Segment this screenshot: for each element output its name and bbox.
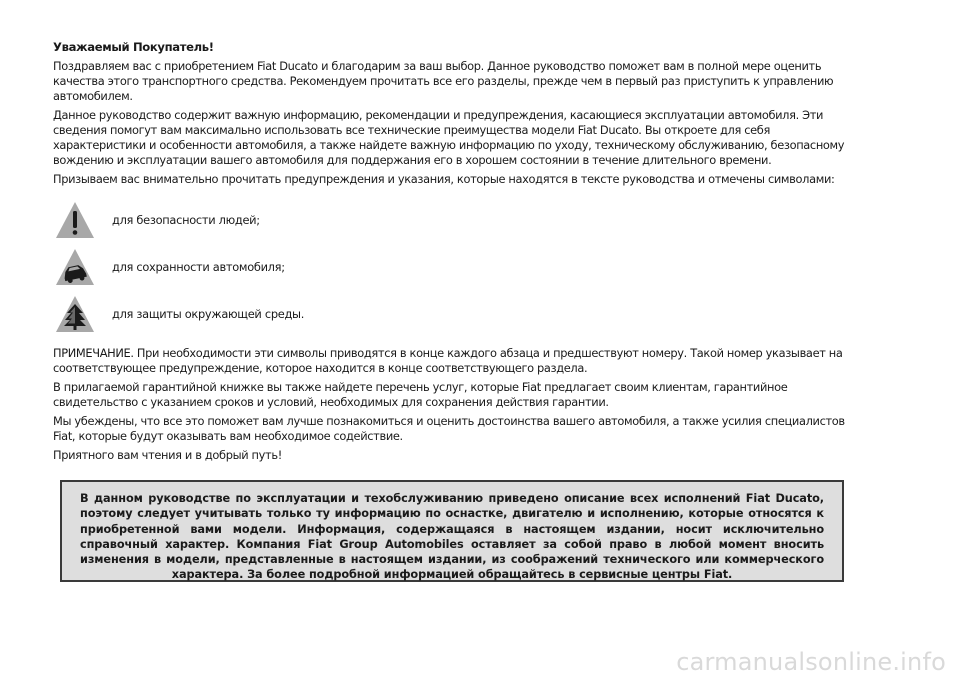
closing-paragraph: Приятного вам чтения и в добрый путь! — [53, 448, 282, 462]
intro-paragraph-3: Призываем вас внимательно прочитать предупреждения и указания, которые находятся в тексте руководства и отмечены символами: — [53, 172, 835, 186]
warning-exclamation-icon — [55, 201, 95, 239]
symbol-label-car: для сохранности автомобиля; — [112, 259, 285, 274]
warranty-paragraph: В прилагаемой гарантийной книжке вы также найдете перечень услуг, которые Fiat предлагает своим клиентам, гарантийное свидетельство с указанием сроков и условий, необходимых для сохранения действия гарантии. — [53, 380, 788, 409]
symbol-row-people — [55, 196, 853, 243]
car-safety-icon — [55, 248, 95, 286]
note-paragraph: ПРИМЕЧАНИЕ. При необходимости эти символы приводятся в конце каждого абзаца и предшествуют номеру. Такой номер указывает на соответствующее предупреждение, которое находится в конце соответствующего раздела. — [53, 346, 843, 375]
symbol-row-car — [55, 243, 853, 290]
symbol-row-environment — [55, 290, 853, 337]
manual-intro-page — [53, 40, 853, 467]
symbol-label-environment: для защиты окружающей среды. — [112, 306, 305, 321]
intro-paragraph-2: Данное руководство содержит важную информацию, рекомендации и предупреждения, касающиеся эксплуатации автомобиля. Эти сведения помогут вам максимально использовать все технические преимущества модели Fiat Ducato. Вы откроете для себя характеристики и особенности автомобиля, а также найдете важную информацию по уходу, техническому обслуживанию, безопасному вождению и эксплуатации вашего автомобиля для поддержания его в хорошем состоянии в течение длительного времени. — [53, 108, 845, 167]
environment-tree-icon — [55, 295, 95, 333]
assurance-paragraph: Мы убеждены, что все это поможет вам лучше познакомиться и оценить достоинства вашего автомобиля, а также усилия специалистов Fiat, которые будут оказывать вам необходимое содействие. — [53, 414, 845, 443]
symbol-label-people: для безопасности людей; — [112, 212, 260, 227]
greeting-heading: Уважаемый Покупатель! — [53, 40, 214, 54]
symbol-legend — [55, 196, 853, 337]
disclaimer-text: В данном руководстве по эксплуатации и техобслуживанию приведено описание всех исполнений Fiat Ducato, поэтому следует учитывать только ту информацию по оснастке, двигателю и исполнению, которые относятся к приобретенной вами модели. Информация, содержащаяся в настоящем издании, носит исключительно справочный характер. Компания Fiat Group Automobiles оставляет за собой право в любой момент вносить изменения в модели, представленные в настоящем издании, из соображений технического или коммерческого характера. За более подробной информацией обращайтесь в сервисные центры Fiat. — [80, 492, 824, 582]
watermark-text: carmanualsonline.info — [676, 648, 946, 676]
disclaimer-box — [60, 480, 844, 582]
intro-paragraph-1: Поздравляем вас с приобретением Fiat Ducato и благодарим за ваш выбор. Данное руководство поможет вам в полной мере оценить качества этого транспортного средства. Рекомендуем прочитать все его разделы, прежде чем в первый раз приступить к управлению автомобилем. — [53, 59, 834, 103]
